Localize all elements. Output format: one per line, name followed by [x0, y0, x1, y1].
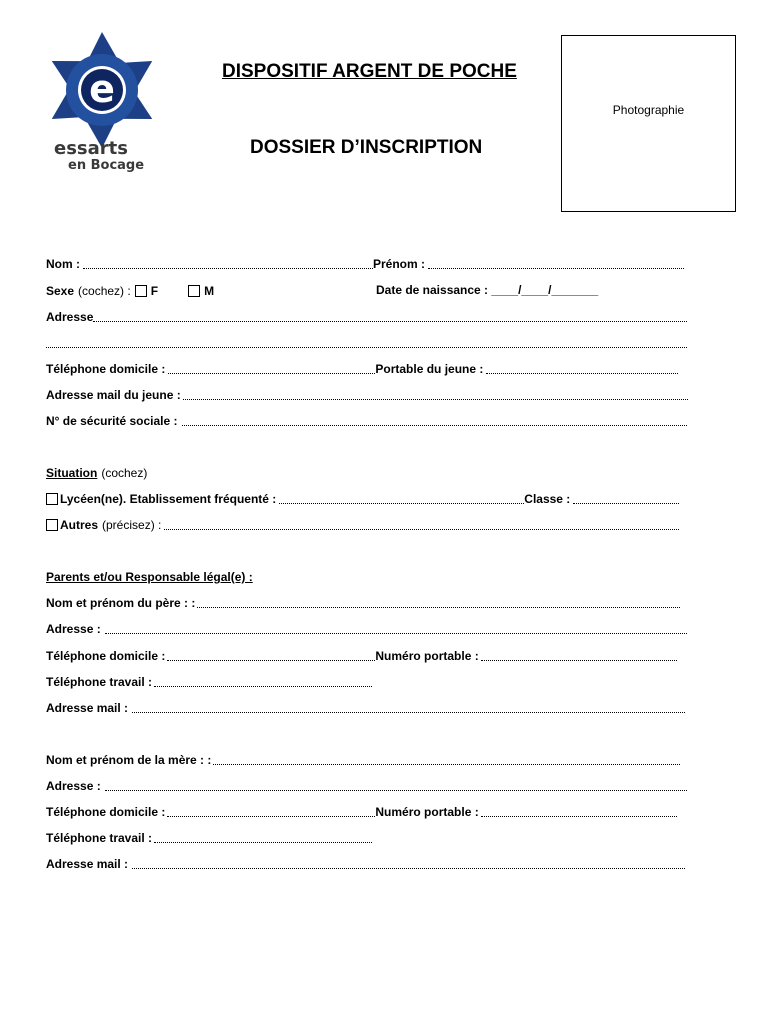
nom-label: Nom :	[46, 257, 80, 271]
checkbox-lyceen[interactable]	[46, 493, 58, 505]
date-naissance[interactable]: Date de naissance : ____/____/_______	[376, 283, 599, 297]
logo-main-text: essarts	[54, 138, 128, 159]
adresse-field[interactable]	[93, 310, 687, 322]
checkbox-autres[interactable]	[46, 519, 58, 531]
tel-domicile-label: Téléphone domicile :	[46, 362, 166, 376]
prenom-field[interactable]	[428, 257, 684, 269]
row-pere-mail	[46, 699, 685, 715]
etablissement-field[interactable]	[279, 492, 524, 504]
document-subtitle: DOSSIER D’INSCRIPTION	[250, 137, 483, 158]
mere-nom-field[interactable]	[213, 753, 680, 765]
row-telephone	[46, 360, 678, 376]
row-autres	[46, 516, 679, 532]
row-mere-travail	[46, 829, 372, 845]
mail-label: Adresse mail du jeune :	[46, 388, 181, 402]
pere-tel-domicile-label: Téléphone domicile :	[46, 649, 166, 663]
mere-mail-label: Adresse mail :	[46, 857, 129, 871]
row-mere-telephone	[46, 803, 677, 819]
parents-title: Parents et/ou Responsable légal(e) :	[46, 570, 253, 584]
autres-precisez: (précisez) :	[102, 518, 162, 532]
mere-portable-field[interactable]	[481, 805, 677, 817]
svg-text:e: e	[89, 67, 115, 111]
row-parents-title	[46, 568, 253, 584]
checkbox-m[interactable]	[188, 285, 200, 297]
row-situation	[46, 464, 147, 480]
row-mere-mail	[46, 855, 685, 871]
m-label: M	[204, 284, 215, 298]
lyceen-label: Lycéen(ne). Etablissement fréquenté :	[60, 492, 277, 506]
mere-travail-field[interactable]	[154, 831, 372, 843]
pere-mail-field[interactable]	[132, 701, 685, 713]
mere-adresse-label: Adresse :	[46, 779, 101, 793]
checkbox-f[interactable]	[135, 285, 147, 297]
pere-adresse-label: Adresse :	[46, 622, 101, 636]
pere-travail-field[interactable]	[154, 675, 372, 687]
mere-mail-field[interactable]	[132, 857, 685, 869]
row-sexe	[46, 282, 214, 298]
autres-label: Autres	[60, 518, 99, 532]
row-pere-travail	[46, 673, 372, 689]
pere-adresse-field[interactable]	[105, 622, 687, 634]
classe-label: Classe :	[524, 492, 571, 506]
pere-tel-domicile-field[interactable]	[167, 649, 375, 661]
mere-portable-label: Numéro portable :	[375, 805, 479, 819]
mail-field[interactable]	[183, 388, 688, 400]
f-label: F	[150, 284, 159, 298]
row-mere-nom	[46, 751, 680, 767]
photo-box[interactable]	[561, 35, 736, 212]
pere-nom-field[interactable]	[197, 596, 680, 608]
tel-domicile-field[interactable]	[168, 362, 375, 374]
adresse-field-line2[interactable]	[46, 346, 687, 348]
autres-field[interactable]	[164, 518, 679, 530]
pere-portable-field[interactable]	[481, 649, 677, 661]
essarts-logo	[40, 32, 172, 180]
mere-adresse-field[interactable]	[105, 779, 687, 791]
mere-nom-label: Nom et prénom de la mère : :	[46, 753, 212, 767]
row-nom	[46, 255, 684, 271]
prenom-label: Prénom :	[373, 257, 426, 271]
secu-field[interactable]	[182, 414, 687, 426]
classe-field[interactable]	[573, 492, 679, 504]
row-adresse	[46, 308, 687, 324]
portable-label: Portable du jeune :	[375, 362, 484, 376]
sexe-label: Sexe	[46, 284, 75, 298]
nom-field[interactable]	[83, 257, 373, 269]
pere-mail-label: Adresse mail :	[46, 701, 129, 715]
logo-sub-text: en Bocage	[68, 158, 145, 173]
pere-portable-label: Numéro portable :	[375, 649, 479, 663]
row-lyceen	[46, 490, 679, 506]
row-pere-nom	[46, 594, 680, 610]
situation-title: Situation	[46, 466, 98, 480]
pere-travail-label: Téléphone travail :	[46, 675, 153, 689]
flower-logo-icon	[40, 32, 172, 150]
row-pere-telephone	[46, 647, 677, 663]
mere-travail-label: Téléphone travail :	[46, 831, 153, 845]
adresse-label: Adresse	[46, 310, 94, 324]
row-pere-adresse	[46, 620, 687, 636]
pere-nom-label: Nom et prénom du père : :	[46, 596, 196, 610]
photo-label: Photographie	[612, 103, 685, 117]
portable-field[interactable]	[486, 362, 678, 374]
secu-label: N° de sécurité sociale :	[46, 414, 178, 428]
mere-tel-domicile-field[interactable]	[167, 805, 375, 817]
document-title: DISPOSITIF ARGENT DE POCHE	[222, 61, 517, 82]
row-mere-adresse	[46, 777, 687, 793]
situation-cochez: (cochez)	[101, 466, 148, 480]
row-mail	[46, 386, 688, 402]
sexe-cochez: (cochez) :	[78, 284, 131, 298]
row-secu	[46, 412, 687, 428]
mere-tel-domicile-label: Téléphone domicile :	[46, 805, 166, 819]
